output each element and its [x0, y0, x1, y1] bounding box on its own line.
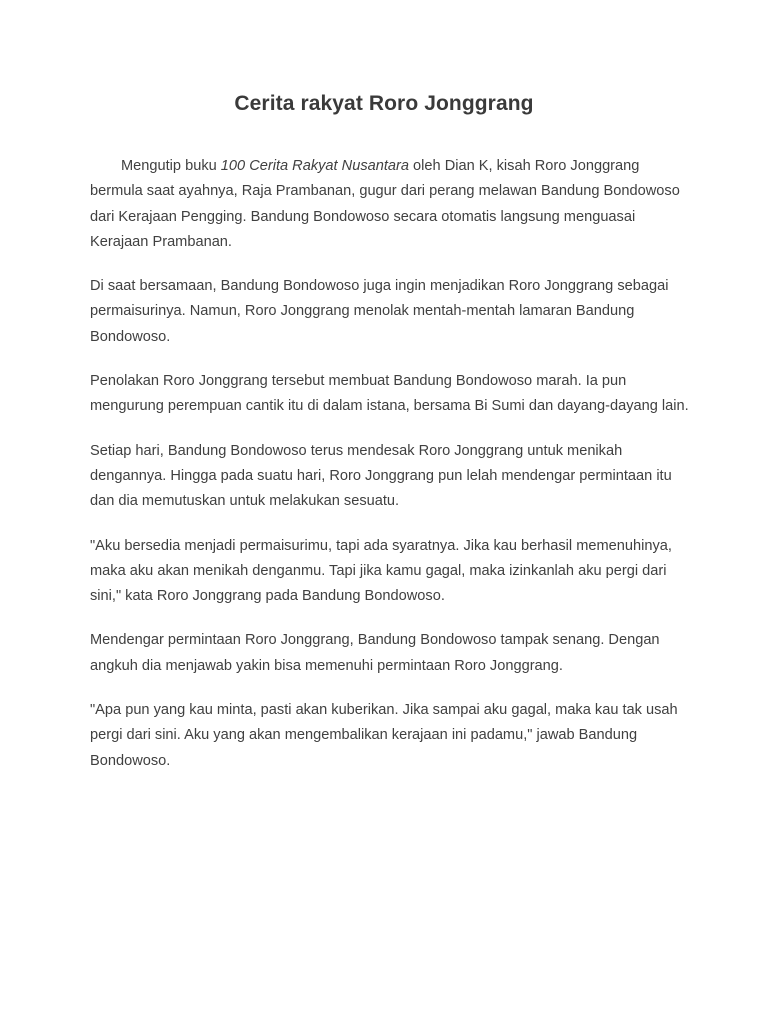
paragraph-text: Setiap hari, Bandung Bondowoso terus mendesak Roro Jonggrang untuk menikah dengannya. Hingga pada suatu hari, Roro Jonggrang pun lelah mendengar permintaan itu dan dia memutuskan untuk melakukan sesuatu.	[90, 442, 672, 510]
paragraph-text: "Apa pun yang kau minta, pasti akan kuberikan. Jika sampai aku gagal, maka kau tak usah pergi dari sini. Aku yang akan mengembalikan kerajaan ini padamu," jawab Bandung Bondowoso.	[90, 702, 678, 769]
document-title: Cerita rakyat Roro Jonggrang	[234, 92, 534, 115]
book-title-italic: 100 Cerita Rakyat Nusantara	[220, 158, 409, 174]
paragraph-text: Mendengar permintaan Roro Jonggrang, Bandung Bondowoso tampak senang. Dengan angkuh dia menjawab yakin bisa memenuhi permintaan Roro Jonggrang.	[90, 632, 660, 674]
paragraph-text: Mengutip buku	[121, 158, 221, 174]
paragraph-6	[90, 628, 690, 679]
paragraph-1	[90, 154, 690, 255]
paragraph-3	[90, 369, 690, 420]
paragraph-text: "Aku bersedia menjadi permaisurimu, tapi ada syaratnya. Jika kau berhasil memenuhinya, maka aku akan menikah denganmu. Tapi jika kamu gagal, maka izinkanlah aku pergi dari sini," kata Roro Jonggrang pada Bandung Bondowoso.	[90, 537, 672, 605]
document-body	[90, 154, 690, 793]
paragraph-4	[90, 439, 690, 515]
paragraph-text: oleh Dian K, kisah Roro Jonggrang bermula saat ayahnya, Raja Prambanan, gugur dari perang melawan Bandung Bondowoso dari Kerajaan Pengging. Bandung Bondowoso secara otomatis langsung menguasai Kerajaan Prambanan.	[90, 158, 680, 250]
paragraph-text: Di saat bersamaan, Bandung Bondowoso juga ingin menjadikan Roro Jonggrang sebagai permaisurinya. Namun, Roro Jonggrang menolak mentah-mentah lamaran Bandung Bondowoso.	[90, 278, 669, 345]
paragraph-2	[90, 274, 690, 350]
paragraph-text: Penolakan Roro Jonggrang tersebut membuat Bandung Bondowoso marah. Ia pun mengurung perempuan cantik itu di dalam istana, bersama Bi Sumi dan dayang-dayang lain.	[90, 373, 689, 415]
paragraph-7	[90, 698, 690, 774]
paragraph-5	[90, 534, 690, 610]
